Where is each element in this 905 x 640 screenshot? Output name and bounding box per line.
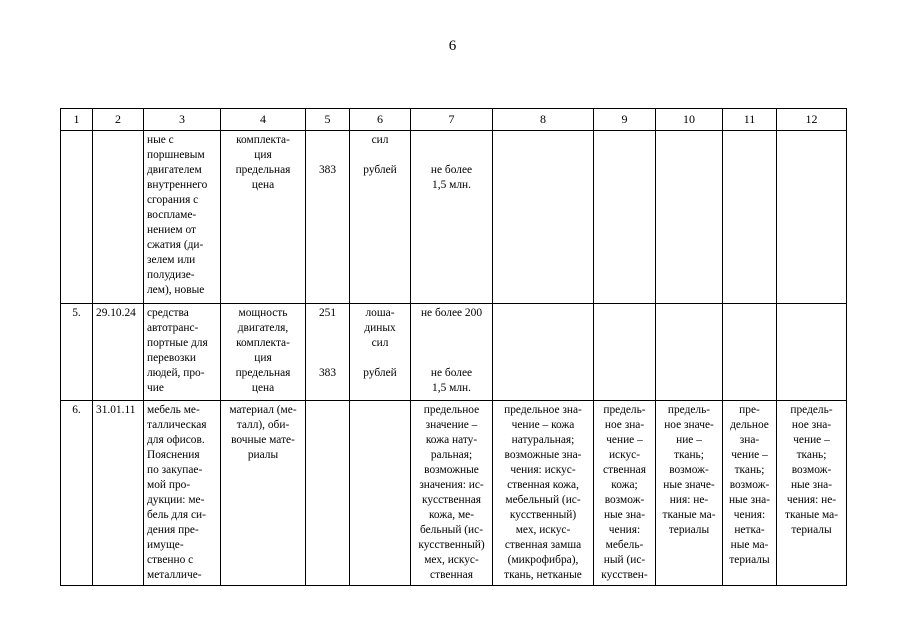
okpd-code-cell: 29.10.24 <box>93 304 144 401</box>
value-cell <box>656 304 723 401</box>
unit-code-price: 383 <box>318 367 337 379</box>
unit-name-power: сил <box>371 134 389 146</box>
unit-code-value: 383 <box>318 164 337 176</box>
okpd-code-cell: 31.01.11 <box>93 401 144 586</box>
unit-code-power: 251 <box>318 307 337 319</box>
page-number: 6 <box>448 38 457 54</box>
value-cell: пре- дельное зна- чение – ткань; возмож- ные зна- чения: нетка- ные ма- териалы <box>723 401 777 586</box>
table-row <box>61 131 847 304</box>
table-row <box>61 304 847 401</box>
header-cell: 12 <box>777 109 847 131</box>
value-price: не более 1,5 млн. <box>430 164 473 191</box>
characteristic-cell: мощность двигателя, комплекта- ция предельная цена <box>221 304 306 401</box>
unit-name-cell <box>350 131 411 304</box>
value-cell <box>723 304 777 401</box>
value-cell <box>777 304 847 401</box>
header-cell: 11 <box>723 109 777 131</box>
header-cell: 1 <box>61 109 93 131</box>
header-cell: 8 <box>493 109 594 131</box>
value-cell: предель- ное значе- ние – ткань; возмож- ные значе- ния: не- тканые ма- териалы <box>656 401 723 586</box>
header-cell: 7 <box>411 109 493 131</box>
unit-name-price: рублей <box>363 164 397 176</box>
value-cell: предель- ное зна- чение – ткань; возмож- ные зна- чения: не- тканые ма- териалы <box>777 401 847 586</box>
value-cell <box>777 131 847 304</box>
header-cell: 2 <box>93 109 144 131</box>
value-cell <box>411 131 493 304</box>
value-cell: предельное значение – кожа нату- ральная; возможные значения: ис- кусственная кожа, ме- бельный (ис- кусственный) мех, искус- ственная <box>411 401 493 586</box>
header-row <box>61 109 847 131</box>
header-cell: 9 <box>594 109 656 131</box>
value-cell <box>656 131 723 304</box>
unit-name-cell <box>350 304 411 401</box>
product-name-cell: ные с поршневым двигателем внутреннего сгорания с воспламе- нением от сжатия (ди- зелем или полудизе- лем), новые <box>144 131 221 304</box>
header-cell: 6 <box>350 109 411 131</box>
product-name-cell: средства автотранс- портные для перевозки людей, про- чие <box>144 304 221 401</box>
unit-code-cell <box>306 401 350 586</box>
row-number-cell <box>61 131 93 304</box>
value-cell <box>594 131 656 304</box>
value-price: не более 1,5 млн. <box>430 367 473 394</box>
value-power: не более 200 <box>420 307 483 319</box>
characteristic-cell: комплекта- ция предельная цена <box>221 131 306 304</box>
unit-name-cell <box>350 401 411 586</box>
value-cell <box>493 131 594 304</box>
unit-code-cell <box>306 131 350 304</box>
header-cell: 5 <box>306 109 350 131</box>
okpd-code-cell <box>93 131 144 304</box>
row-number-cell: 6. <box>61 401 93 586</box>
value-cell <box>411 304 493 401</box>
header-cell: 3 <box>144 109 221 131</box>
value-cell <box>723 131 777 304</box>
table-row <box>61 401 847 586</box>
requirements-table <box>60 108 847 586</box>
unit-code-cell <box>306 304 350 401</box>
header-cell: 10 <box>656 109 723 131</box>
value-cell: предель- ное зна- чение – искус- ственная кожа; возмож- ные зна- чения: мебель- ный (ис- кусствен- <box>594 401 656 586</box>
header-cell: 4 <box>221 109 306 131</box>
characteristic-cell: материал (ме- талл), оби- вочные мате- риалы <box>221 401 306 586</box>
product-name-cell: мебель ме- таллическая для офисов. Пояснения по закупае- мой про- дукции: ме- бель для си- дения пре- имуще- ственно с металличе- <box>144 401 221 586</box>
unit-name-power: лоша- диных сил <box>364 307 396 349</box>
value-cell: предельное зна- чение – кожа натуральная; возможные зна- чения: искус- ственная кожа, мебельный (ис- кусственный) мех, искус- ственная замша (микрофибра), ткань, нетканые <box>493 401 594 586</box>
value-cell <box>493 304 594 401</box>
value-cell <box>594 304 656 401</box>
row-number-cell: 5. <box>61 304 93 401</box>
unit-name-price: рублей <box>363 367 397 379</box>
